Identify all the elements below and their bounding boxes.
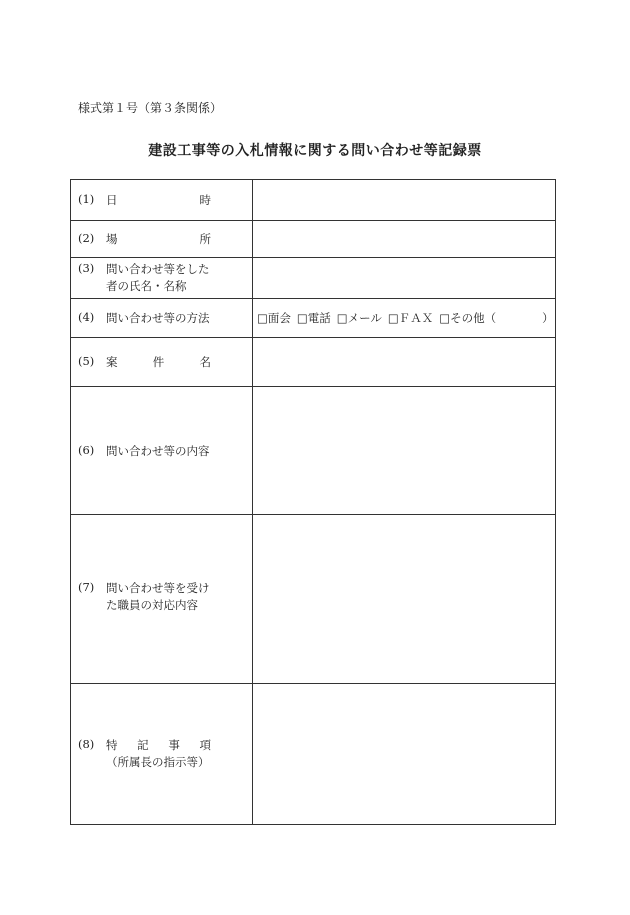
table-row-response bbox=[71, 515, 556, 684]
row-label-content: 問い合わせ等の内容 bbox=[106, 444, 210, 458]
label-char: 特 bbox=[106, 738, 118, 752]
label-subtext: （所属長の指示等） bbox=[106, 755, 210, 769]
option-email[interactable]: □メール bbox=[336, 311, 382, 325]
row-number: (6) bbox=[78, 443, 95, 457]
row-label-notes bbox=[106, 737, 211, 771]
label-char: 事 bbox=[168, 738, 180, 752]
label-cell-datetime bbox=[71, 180, 253, 221]
table-row-place bbox=[71, 221, 556, 258]
label-cell-place bbox=[71, 221, 253, 258]
label-cell-content bbox=[71, 387, 253, 515]
row-label-response bbox=[106, 580, 210, 614]
row-label-datetime bbox=[106, 192, 211, 209]
label-line: た職員の対応内容 bbox=[106, 598, 198, 612]
value-cell-content[interactable] bbox=[253, 387, 556, 515]
label-char: 日 bbox=[106, 193, 118, 207]
method-options bbox=[253, 310, 555, 326]
row-label-project bbox=[106, 354, 211, 371]
label-cell-method bbox=[71, 299, 253, 338]
page-title: 建設工事等の入札情報に関する問い合わせ等記録票 bbox=[148, 143, 482, 159]
value-cell-project[interactable] bbox=[253, 338, 556, 387]
row-number: (5) bbox=[78, 354, 95, 368]
label-char: 記 bbox=[137, 738, 149, 752]
label-line: 問い合わせ等をした bbox=[106, 262, 210, 276]
label-char: 案 bbox=[106, 355, 118, 369]
option-other[interactable]: □その他（ bbox=[439, 311, 497, 325]
row-label-place bbox=[106, 231, 211, 248]
form-number: 様式第１号（第３条関係） bbox=[78, 101, 223, 115]
table-row-content bbox=[71, 387, 556, 515]
option-phone[interactable]: □電話 bbox=[296, 311, 331, 325]
value-cell-response[interactable] bbox=[253, 515, 556, 684]
row-number: (8) bbox=[78, 737, 95, 751]
other-close-paren: ） bbox=[542, 311, 554, 325]
row-label-inquirer bbox=[106, 261, 210, 295]
label-char: 名 bbox=[199, 355, 211, 369]
value-cell-inquirer[interactable] bbox=[253, 258, 556, 299]
table-row-inquirer bbox=[71, 258, 556, 299]
option-in-person[interactable]: □面会 bbox=[257, 311, 291, 325]
label-cell-notes bbox=[71, 684, 253, 825]
label-char: 所 bbox=[199, 232, 211, 246]
label-char: 件 bbox=[152, 355, 165, 369]
row-number: (1) bbox=[78, 192, 95, 206]
value-cell-method bbox=[253, 299, 556, 338]
label-line: 問い合わせ等を受け bbox=[106, 581, 210, 595]
label-char: 項 bbox=[199, 738, 211, 752]
label-cell-inquirer bbox=[71, 258, 253, 299]
table-row-method bbox=[71, 299, 556, 338]
label-cell-response bbox=[71, 515, 253, 684]
label-line: 者の氏名・名称 bbox=[106, 279, 187, 293]
label-char: 時 bbox=[199, 193, 211, 207]
table-row-datetime bbox=[71, 180, 556, 221]
label-cell-project bbox=[71, 338, 253, 387]
table-row-notes bbox=[71, 684, 556, 825]
table-row-project bbox=[71, 338, 556, 387]
row-label-method: 問い合わせ等の方法 bbox=[106, 311, 210, 325]
row-number: (4) bbox=[78, 310, 95, 324]
row-number: (2) bbox=[78, 231, 95, 245]
row-number: (7) bbox=[78, 580, 95, 594]
option-fax[interactable]: □ＦＡＸ bbox=[387, 311, 434, 325]
row-number: (3) bbox=[78, 261, 95, 275]
value-cell-notes[interactable] bbox=[253, 684, 556, 825]
value-cell-datetime[interactable] bbox=[253, 180, 556, 221]
label-char: 場 bbox=[106, 232, 118, 246]
value-cell-place[interactable] bbox=[253, 221, 556, 258]
record-table bbox=[70, 179, 556, 825]
